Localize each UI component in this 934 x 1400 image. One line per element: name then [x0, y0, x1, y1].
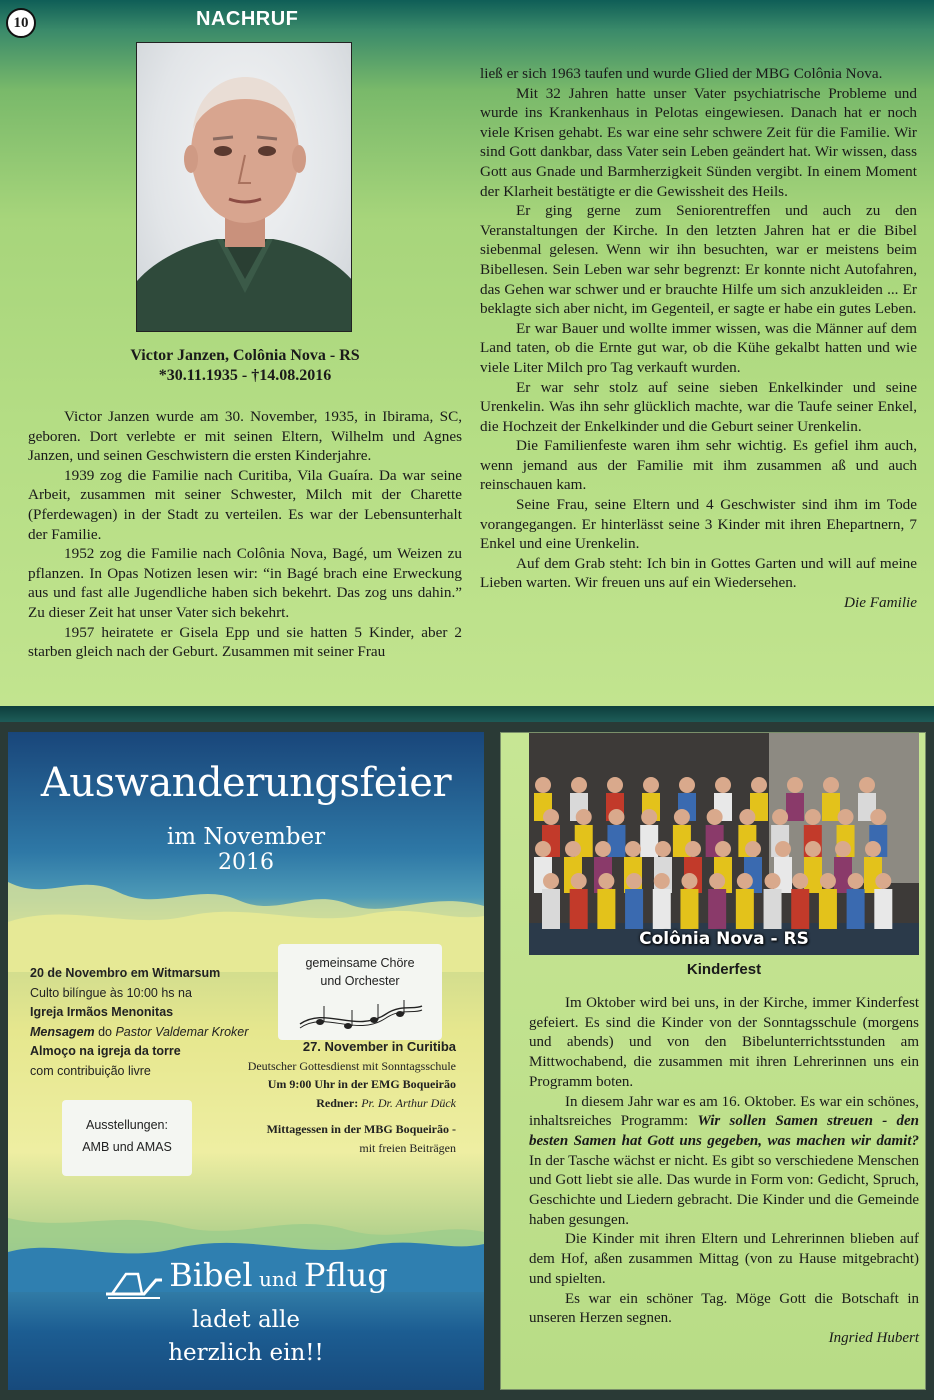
paragraph: Die Familienfeste waren ihm sehr wichtig. Es gefiel ihm auch, wenn jemand aus der Familie mit ihm zusammen aß und auch reinschauen kam.	[480, 437, 917, 494]
text-span: In der Tasche wächst er nicht. Es gibt so verschiedene Menschen und Gott liebt sie alle. Das wurde in Form von: Gedicht, Spruch, Geschichte und Liedern gebracht. Die Kinder und die Gemeinde haben gesungen.	[529, 1152, 919, 1228]
child-head	[535, 841, 551, 857]
portrait-photo	[136, 42, 352, 332]
child-head	[765, 873, 781, 889]
child-head	[565, 841, 581, 857]
invite-line: herzlich ein!!	[168, 1340, 324, 1366]
child-head	[739, 809, 755, 825]
logo-word: und	[252, 1267, 304, 1291]
child-head	[715, 841, 731, 857]
child-head	[835, 841, 851, 857]
child-head	[571, 777, 587, 793]
paragraph: Er ging gerne zum Seniorentreffen und auch zu den Veranstaltungen der Kirche. In den letzten Jahren hat er die Bibel siebenmal gelesen. Wenn wir ihn besuchten, war er meistens beim Bibellesen. Sein Leben war sehr begrenzt: Er konnte nicht Autofahren, das Gehen war schwer und er brauchte Hilfe um sich anzukleiden ... Er beklagte sich aber nicht, im Gegenteil, er sagte er habe ein gutes Leben.	[480, 202, 917, 318]
child-figure	[834, 857, 852, 893]
child-head	[674, 809, 690, 825]
child-head	[598, 873, 614, 889]
child-figure	[640, 825, 658, 857]
event-line: Um 9:00 Uhr in der EMG Boqueirão	[267, 1077, 456, 1091]
child-head	[823, 777, 839, 793]
event-poster	[8, 732, 484, 1390]
child-head	[679, 777, 695, 793]
choir-illustration	[529, 733, 919, 955]
child-figure	[819, 889, 837, 929]
child-head	[685, 841, 701, 857]
child-figure	[736, 889, 754, 929]
child-head	[681, 873, 697, 889]
child-figure	[847, 889, 865, 929]
page-divider	[0, 706, 934, 722]
child-figure	[653, 889, 671, 929]
child-head	[820, 873, 836, 889]
child-head	[865, 841, 881, 857]
child-head	[737, 873, 753, 889]
child-head	[643, 777, 659, 793]
poster-year: 2016	[218, 850, 274, 875]
kinderfest-text	[529, 994, 919, 1349]
child-head	[787, 777, 803, 793]
event-line-part: Pastor Valdemar Kroker	[115, 1024, 249, 1039]
paragraph: 1952 zog die Familie nach Colônia Nova, Bagé, um Weizen zu pflanzen. In Opas Notizen lesen wir: “in Bagé brach eine Erweckung aus und fast alle Jugendliche haben sich bekehrt. Das zog uns dahin.” Zu dieser Zeit hat unser Vater sich bekehrt.	[28, 545, 462, 621]
event-line: Deutscher Gottesdienst mit Sonntagsschule	[247, 1058, 456, 1073]
invite-line: ladet alle	[192, 1307, 300, 1333]
child-head	[543, 873, 559, 889]
child-head	[772, 809, 788, 825]
paragraph: Im Oktober wird bei uns, in der Kirche, immer Kinderfest gefeiert. Es sind die Kinder von der Sonntagsschule (morgens und abends) und von den Bibelunterrichtsstunden am Mittwochabend, die zusammen mit ihren Lehrerinnen uns ein Programm boten.	[529, 995, 919, 1090]
child-figure	[597, 889, 615, 929]
paragraph	[529, 1093, 919, 1231]
child-head	[870, 809, 886, 825]
child-head	[535, 777, 551, 793]
bubble-line: und Orchester	[320, 974, 400, 988]
child-figure	[874, 889, 892, 929]
event-line-part: do	[94, 1024, 116, 1039]
paragraph: Er war sehr stolz auf seine sieben Enkelkinder und seine Urenkelin. Was ihn sehr glücklich machte, war die Taufe seiner Enkel, die Hochzeit der Enkelkinder und die Geburt seiner Urenkelin.	[480, 378, 917, 435]
child-head	[838, 809, 854, 825]
paragraph: 1939 zog die Familie nach Curitiba, Vila Guaíra. Da war seine Arbeit, zusammen mit seiner Schwester, Milch mit der Charette (Pferdewagen) in der Stadt zu verteilen. Es war der Lebensunterhalt der Familie.	[28, 466, 462, 543]
event-line: com contribuição livre	[30, 1063, 151, 1078]
child-head	[641, 809, 657, 825]
child-head	[715, 777, 731, 793]
obituary-caption	[30, 346, 460, 386]
event-line-part: Pr. Dr. Arthur Dück	[361, 1095, 456, 1110]
child-figure	[625, 889, 643, 929]
child-head	[608, 809, 624, 825]
child-head	[626, 873, 642, 889]
child-head	[805, 809, 821, 825]
child-head	[751, 777, 767, 793]
event-line: Igreja Irmãos Menonitas	[30, 1005, 174, 1019]
paragraph: Er war Bauer und wollte immer wissen, was die Männer auf dem Land taten, ob die Ernte gut war, ob die Kühe gekalbt hatten und wie viele Liter Milch pro Tag verkauft wurden.	[480, 319, 917, 376]
choir-text	[278, 954, 442, 990]
bubble-line: Ausstellungen:	[85, 1118, 168, 1132]
child-figure	[804, 857, 822, 893]
life-dates: *30.11.1935 - †14.08.2016	[158, 367, 332, 384]
paragraph: Auf dem Grab steht: Ich bin in Gottes Garten und will auf meine Lieben warten. Wir freuen uns auf ein Wiedersehen.	[480, 554, 917, 592]
event-heading: 27. November in Curitiba	[302, 1039, 456, 1054]
text-span: Es war ein schöner Tag. Möge Gott die Botschaft in unseren Herzen segnen.	[529, 1290, 919, 1327]
poster-subtitle: im November	[166, 824, 326, 850]
poster-title: Auswanderungsfeier	[40, 760, 452, 806]
paragraph	[529, 1290, 919, 1329]
child-head	[745, 841, 761, 857]
obituary-signature: Die Familie	[844, 594, 917, 612]
child-head	[543, 809, 559, 825]
children-choir-photo	[529, 733, 919, 955]
paragraph: ließ er sich 1963 taufen und wurde Glied der MBG Colônia Nova.	[480, 65, 883, 82]
child-head	[709, 873, 725, 889]
kinderfest-section	[500, 732, 926, 1390]
photo-caption: Colônia Nova - RS	[639, 929, 809, 949]
child-head	[775, 841, 791, 857]
event-line-part: Redner:	[316, 1095, 362, 1110]
deceased-name: Victor Janzen, Colônia Nova - RS	[130, 347, 360, 364]
exhibition-text	[62, 1114, 192, 1158]
child-figure	[822, 793, 840, 821]
exhibition-bubble	[62, 1100, 192, 1176]
child-head	[655, 841, 671, 857]
event-curitiba	[230, 1038, 456, 1157]
obituary-column-2	[480, 64, 917, 613]
child-head	[576, 809, 592, 825]
bibel-und-pflug-logo	[8, 1256, 484, 1300]
invitation-text	[8, 1304, 484, 1370]
child-head	[859, 777, 875, 793]
kinderfest-title: Kinderfest	[686, 961, 762, 978]
choir-bubble	[278, 944, 442, 1040]
child-head	[654, 873, 670, 889]
child-head	[875, 873, 891, 889]
child-figure	[570, 889, 588, 929]
event-line-part: Mensagem	[30, 1024, 95, 1039]
child-figure	[542, 889, 560, 929]
child-figure	[786, 793, 804, 821]
kinderfest-signature: Ingried Hubert	[828, 1329, 919, 1346]
child-head	[707, 809, 723, 825]
music-notes-icon	[296, 1000, 426, 1036]
event-line: Mittagessen in der MBG Boqueirão -	[266, 1122, 456, 1136]
bubble-line: AMB und AMAS	[82, 1140, 172, 1154]
child-figure	[708, 889, 726, 929]
logo-word: Bibel	[169, 1256, 253, 1294]
child-head	[625, 841, 641, 857]
text-span: In diesem Jahr war es am 16. Oktober. Es war ein schönes, inhaltsreiches Programm:	[529, 1093, 919, 1130]
child-head	[805, 841, 821, 857]
child-head	[848, 873, 864, 889]
page-number: 10	[6, 8, 36, 38]
child-head	[607, 777, 623, 793]
event-heading: 20 de Novembro em Witmarsum	[30, 966, 221, 980]
child-figure	[764, 889, 782, 929]
child-head	[571, 873, 587, 889]
paragraph: Die Kinder mit ihren Eltern und Lehrerinnen blieben auf dem Hof, aßen zusammen Mittag (von zu Hause mitgebracht) und spielten.	[529, 1231, 919, 1287]
paragraph: Mit 32 Jahren hatte unser Vater psychiatrische Probleme und wurde ins Krankenhaus in Pelotas eingewiesen. Danach hat er noch viele Krisen gehabt. Es war eine sehr schwere Zeit für die Familie. Wir sind Gott dankbar, dass Vater sein Leben geändert hat. Wir wissen, dass Gott aus Gnade und Barmherzigkeit Sünden vergibt. In einem Moment der Klarheit bestätigte er die Gewissheit des Heils.	[480, 84, 917, 200]
obituary-column-1	[28, 407, 462, 662]
bubble-line: gemeinsame Chöre	[305, 956, 415, 970]
child-figure	[680, 889, 698, 929]
event-line: Culto bilíngue às 10:00 hs na	[30, 985, 192, 1000]
child-head	[792, 873, 808, 889]
event-line: Almoço na igreja da torre	[30, 1044, 181, 1058]
text-span: Wir sollen Samen streuen - den besten Samen hat Gott uns gegeben, was machen wir damit?	[529, 1113, 920, 1149]
child-head	[595, 841, 611, 857]
paragraph: 1957 heiratete er Gisela Epp und sie hatten 5 Kinder, aber 2 starben gleich nach der Geburt. Zusammen mit seiner Frau	[28, 623, 462, 661]
plow-icon	[104, 1264, 164, 1300]
paragraph: Victor Janzen wurde am 30. November, 1935, in Ibirama, SC, geboren. Dort verlebte er mit seinen Eltern, Wilhelm und Agnes Janzen, und seinen Geschwistern die ersten Kinderjahre.	[28, 408, 462, 465]
paragraph: Seine Frau, seine Eltern und 4 Geschwister sind ihm im Tode vorangegangen. Er hinterlässt seine 3 Kinder mit ihren Ehepartnern, 7 Enkel und eine Urenkelin.	[480, 496, 917, 553]
event-line: mit freien Beiträgen	[359, 1140, 456, 1155]
child-figure	[791, 889, 809, 929]
portrait-figure	[137, 43, 352, 332]
section-title: NACHRUF	[196, 8, 299, 30]
event-line	[230, 1094, 456, 1113]
logo-word: Pflug	[303, 1256, 388, 1294]
